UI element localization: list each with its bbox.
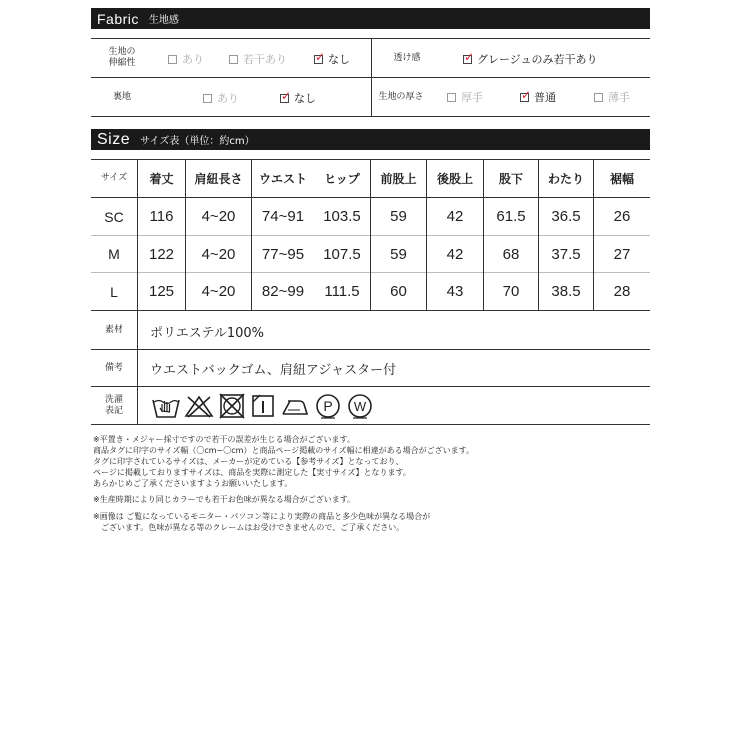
fabric-bottom-line — [91, 116, 650, 117]
table-cell: 103.5 — [323, 208, 361, 225]
note-line: ございます。色味が異なる等のクレームはお受けできませんので、ご了承ください。 — [93, 523, 405, 532]
lining-option-yes[interactable]: あり — [203, 90, 239, 106]
table-cell: 27 — [613, 245, 631, 263]
header-thigh: わたり — [547, 172, 584, 186]
thickness-option-thin[interactable]: 薄手 — [594, 89, 630, 105]
note-line: 商品タグに印字のサイズ幅（〇cm~〇cm）と商品ページ掲載のサイズ幅に相違がある場合がございます。 — [93, 446, 475, 455]
size-header — [91, 129, 650, 150]
table-cell: 122 — [148, 245, 175, 263]
checked-checkbox-icon — [314, 55, 323, 64]
thickness-label: 生地の厚さ — [378, 91, 424, 102]
note-line: ※生産時期により同じカラーでも若干お色味が異なる場合がございます。 — [93, 495, 356, 504]
thickness-option-thick[interactable]: 厚手 — [447, 89, 483, 105]
size-grid-line — [91, 424, 650, 425]
lining-option-none[interactable]: ✓ なし — [280, 90, 316, 106]
stretch-option-slight[interactable]: 若干あり — [229, 51, 287, 67]
svg-text:P: P — [323, 398, 333, 414]
row-size-label: SC — [104, 208, 124, 225]
table-cell: 82~99 — [261, 283, 305, 300]
sheer-label: 透け感 — [393, 52, 421, 63]
stretch-option-none[interactable]: ✓ なし — [314, 51, 350, 67]
remarks-label: 備考 — [104, 362, 123, 373]
header-inseam: 股下 — [498, 172, 523, 186]
thickness-option-normal[interactable]: ✓ 普通 — [520, 89, 556, 105]
table-cell: 26 — [613, 208, 631, 225]
stretch-option-yes[interactable]: あり — [168, 51, 204, 67]
table-cell: 37.5 — [551, 245, 581, 263]
header-hem: 裾幅 — [609, 172, 634, 186]
table-cell: 125 — [148, 283, 175, 300]
size-title: Size — [97, 130, 131, 148]
table-cell: 116 — [149, 208, 174, 225]
table-cell: 77~95 — [261, 245, 305, 263]
material-label: 素材 — [104, 324, 123, 335]
size-grid-line — [91, 310, 650, 311]
checkbox-icon — [203, 94, 212, 103]
table-cell: 4~20 — [201, 245, 236, 263]
wet-clean-w-icon — [346, 392, 374, 420]
checked-checkbox-icon — [463, 55, 472, 64]
size-grid-line — [91, 386, 650, 387]
table-cell: 70 — [502, 283, 520, 300]
checkbox-icon — [168, 55, 177, 64]
table-cell: 111.5 — [324, 283, 360, 300]
no-bleach-icon — [184, 392, 214, 420]
table-cell: 43 — [446, 283, 464, 300]
table-cell: 38.5 — [551, 283, 581, 300]
stretch-label: 生地の 伸縮性 — [108, 47, 136, 68]
row-size-label: L — [110, 283, 118, 300]
checkbox-icon — [447, 93, 456, 102]
header-hip: ヒップ — [324, 172, 360, 186]
no-tumble-dry-icon — [217, 392, 247, 420]
note-line: ページに掲載しておりますサイズは、商品を実際に測定した【実寸サイズ】となります。 — [93, 468, 411, 477]
header-size: サイズ — [100, 173, 128, 183]
checkbox-icon — [594, 93, 603, 102]
table-cell: 28 — [613, 283, 631, 300]
dry-clean-p-icon — [314, 392, 342, 420]
note-line: あらかじめご了承くださいますようお願いいたします。 — [93, 479, 293, 488]
table-cell: 60 — [390, 283, 407, 300]
header-waist: ウエスト — [258, 172, 307, 186]
lining-label: 裏地 — [112, 91, 131, 102]
checkbox-icon — [229, 55, 238, 64]
iron-low-icon — [280, 392, 310, 420]
remarks-value: ウエストバックゴム、肩紐アジャスター付 — [150, 363, 397, 378]
table-cell: 4~20 — [201, 283, 236, 300]
row-size-label: M — [108, 246, 120, 262]
fabric-title: Fabric — [97, 10, 139, 27]
table-cell: 74~91 — [261, 208, 305, 225]
table-cell: 59 — [390, 245, 407, 263]
fabric-header — [91, 8, 650, 29]
table-cell: 61.5 — [496, 208, 526, 225]
header-front-rise: 前股上 — [380, 172, 417, 186]
table-cell: 4~20 — [201, 208, 236, 225]
table-cell: 59 — [390, 208, 407, 225]
note-line: タグに印字されているサイズは、メーカーが定めている【参考サイズ】となっており、 — [93, 457, 404, 466]
table-cell: 42 — [446, 208, 464, 225]
sheer-option[interactable]: ✓ グレージュのみ若干あり — [463, 51, 598, 67]
material-value: ポリエステル100% — [150, 326, 264, 341]
checked-checkbox-icon — [280, 94, 289, 103]
checked-checkbox-icon — [520, 93, 529, 102]
line-dry-shade-icon — [250, 392, 276, 420]
header-back-rise: 後股上 — [436, 172, 473, 186]
table-cell: 36.5 — [551, 208, 581, 225]
header-strap: 肩紐長さ — [194, 172, 243, 186]
table-cell: 68 — [502, 245, 520, 263]
size-subtitle: サイズ表（単位：約cm） — [140, 136, 255, 147]
note-line: ※画像は ご覧になっているモニター・パソコン等により実際の商品と多少色味が異なる場合が — [93, 512, 431, 521]
header-length: 着丈 — [149, 172, 174, 186]
care-label: 洗濯 表記 — [104, 394, 123, 416]
table-cell: 42 — [446, 245, 464, 263]
table-cell: 107.5 — [323, 245, 361, 263]
hand-wash-icon — [151, 392, 181, 420]
note-line: ※平置き・メジャー採寸ですので若干の誤差が生じる場合がございます。 — [93, 435, 355, 444]
fabric-subtitle: 生地感 — [148, 15, 179, 26]
svg-text:W: W — [353, 399, 367, 414]
size-grid-line — [91, 349, 650, 350]
